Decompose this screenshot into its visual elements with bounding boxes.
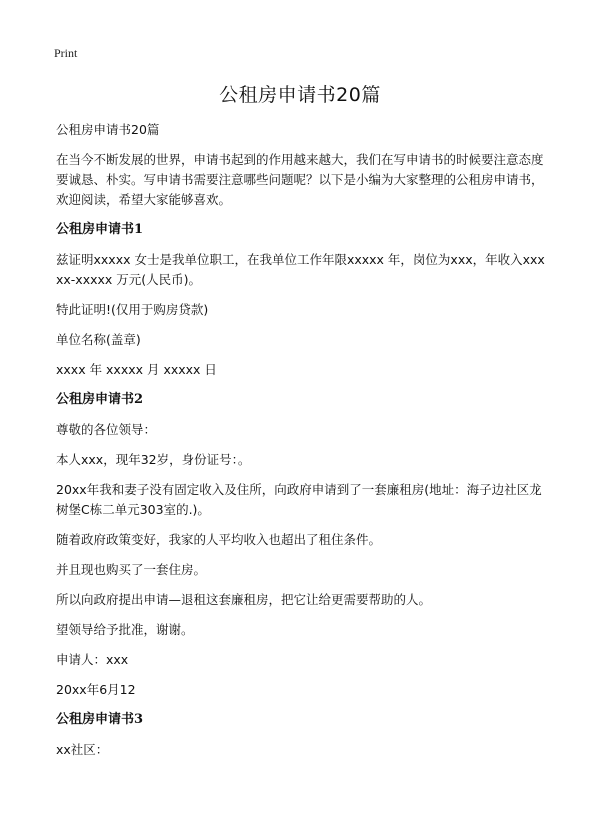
section-2-paragraph-2: 本人xxx，现年32岁，身份证号：。 <box>56 452 251 467</box>
section-2-paragraph-6: 所以向政府提出申请—退租这套廉租房，把它让给更需要帮助的人。 <box>56 592 432 607</box>
section-heading-2: 公租房申请书2 <box>56 392 144 407</box>
intro-paragraph: 在当今不断发展的世界，申请书起到的作用越来越大，我们在写申请书的时候要注意态度要诚恳、朴实。写申请书需要注意哪些问题呢？以下是小编为大家整理的公租房申请书，欢迎阅读，希望大家能够喜欢。 <box>56 152 544 207</box>
section-2-paragraph-1: 尊敬的各位领导： <box>56 422 157 437</box>
section-1-paragraph-2: 特此证明!(仅用于购房贷款) <box>56 302 209 317</box>
section-1-paragraph-1: 兹证明xxxxx 女士是我单位职工，在我单位工作年限xxxxx 年，岗位为xxx，年收入xxxxx-xxxxx 万元(人民币)。 <box>56 252 545 287</box>
section-1-paragraph-4: xxxx 年 xxxxx 月 xxxxx 日 <box>56 362 217 377</box>
section-2-paragraph-5: 并且现也购买了一套住房。 <box>56 562 207 577</box>
section-2-paragraph-9: 20xx年6月12 <box>56 682 136 697</box>
section-heading-3: 公租房申请书3 <box>56 712 144 727</box>
section-2-paragraph-4: 随着政府政策变好，我家的人平均收入也超出了租住条件。 <box>56 532 382 547</box>
section-2-paragraph-8: 申请人：xxx <box>56 652 129 667</box>
document-subtitle: 公租房申请书20篇 <box>56 122 160 137</box>
document-body <box>56 120 548 770</box>
section-heading-1: 公租房申请书1 <box>56 222 144 237</box>
section-2-paragraph-3: 20xx年我和妻子没有固定收入及住所，向政府申请到了一套廉租房(地址：海子边社区龙树堡C栋二单元303室的.)。 <box>56 482 542 517</box>
section-1-paragraph-3: 单位名称(盖章) <box>56 332 141 347</box>
document-title: 公租房申请书20篇 <box>219 84 381 106</box>
section-3-paragraph-1: xx社区： <box>56 742 109 757</box>
print-label: Print <box>54 46 78 60</box>
section-2-paragraph-7: 望领导给予批准，谢谢。 <box>56 622 194 637</box>
